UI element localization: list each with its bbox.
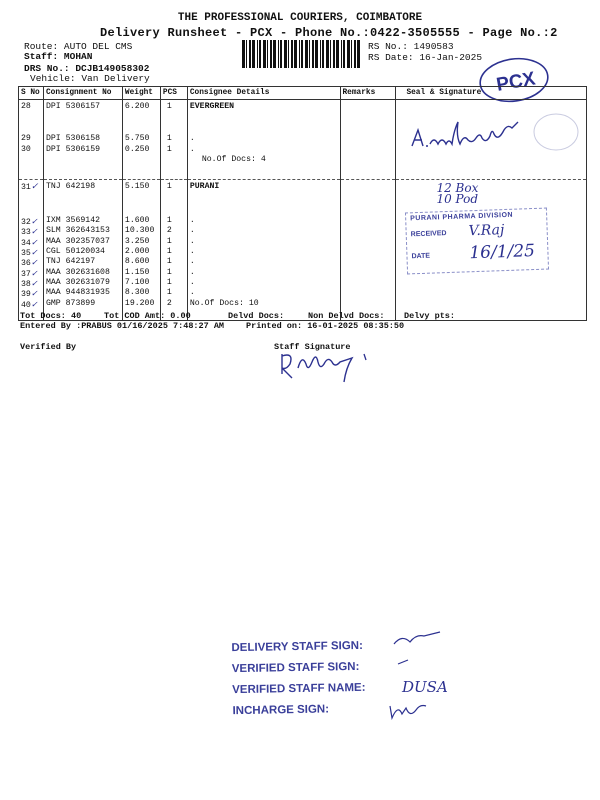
barcode-bar: [278, 40, 279, 68]
stamp-handwriting: [380, 630, 540, 726]
tick-icon: ✓: [30, 257, 38, 268]
docs-count-group2: No.Of Docs: 10: [189, 298, 259, 308]
weight-32: 1.600: [124, 216, 150, 226]
sno-36-text: 36: [21, 259, 31, 269]
sno-39: [21, 288, 41, 298]
weight-30: 0.250: [124, 144, 150, 154]
sno-35-text: 35: [21, 249, 31, 259]
bullet: .: [189, 226, 195, 236]
tick-icon: ✓: [30, 298, 38, 309]
pcs-33: 2: [166, 226, 172, 236]
sno-40-text: 40: [21, 300, 31, 310]
weight-31: 5.150: [124, 181, 150, 191]
group2-weight-cell: [122, 179, 160, 318]
barcode-bar: [309, 40, 310, 68]
tick-icon: ✓: [30, 216, 38, 227]
consignee-evergreen: EVERGREEN: [189, 102, 235, 111]
vehicle-value: Van Delivery: [81, 73, 150, 84]
box-note-line2: 10 Pod: [436, 191, 479, 206]
cons-32: IXM 3569142: [45, 216, 101, 226]
verified-staff-name: VERIFIED STAFF NAME:: [232, 681, 366, 697]
group1-weight-cell: [122, 100, 160, 180]
company-title: THE PROFESSIONAL COURIERS, COIMBATORE: [177, 12, 423, 24]
barcode: [240, 40, 360, 70]
barcode-bar: [299, 40, 300, 68]
pcs-32: 1: [166, 216, 172, 226]
col-weight: Weight: [122, 87, 160, 100]
cons-34: MAA 302357037: [45, 236, 110, 246]
cons-37: MAA 302631608: [45, 267, 110, 277]
staff-label: Staff:: [24, 51, 59, 62]
tick-icon: ✓: [30, 247, 38, 258]
cons-30: DPI 5306159: [45, 144, 101, 154]
printed-on: Printed on: 16-01-2025 08:35:50: [246, 321, 405, 331]
pcs-38: 1: [166, 277, 172, 287]
barcode-bar: [341, 40, 342, 68]
group2-remarks-cell: [340, 179, 396, 318]
staff-value: MOHAN: [63, 51, 93, 62]
sno-34-text: 34: [21, 238, 31, 248]
cons-28: DPI 5306157: [45, 102, 101, 111]
group2-sno-cell: [19, 179, 44, 318]
cons-35: CGL 50120034: [45, 247, 105, 257]
sno-36: [21, 257, 41, 267]
signature-muthupaul: [396, 100, 582, 166]
runsheet-table: [18, 86, 587, 321]
delvd-docs: Delvd Docs:: [228, 311, 285, 321]
bullet: .: [189, 247, 195, 257]
pcs-30: 1: [166, 144, 172, 154]
cons-40: GMP 873899: [45, 298, 96, 308]
barcode-bar: [257, 40, 258, 68]
barcode-bar: [312, 40, 314, 68]
tick-icon: ✓: [30, 226, 38, 237]
cons-29: DPI 5306158: [45, 134, 101, 144]
cons-39: MAA 944831935: [45, 288, 110, 298]
pcs-28: 1: [166, 102, 172, 111]
barcode-bar: [288, 40, 289, 68]
bullet: .: [189, 134, 195, 144]
sno-33-text: 33: [21, 228, 31, 238]
delivery-stamp-block: [231, 636, 366, 722]
route-label: Route:: [24, 41, 59, 52]
barcode-bar: [347, 40, 350, 68]
sno-37-text: 37: [21, 269, 31, 279]
barcode-bar: [301, 40, 303, 68]
weight-39: 8.300: [124, 288, 150, 298]
barcode-bar: [305, 40, 308, 68]
weight-38: 7.100: [124, 277, 150, 287]
rs-no-line: [368, 41, 454, 52]
sno-32: [21, 216, 41, 226]
staff-signature-label: Staff Signature: [274, 342, 351, 352]
table-header-row: [19, 87, 587, 100]
stamp-date-label: DATE: [411, 252, 431, 261]
rs-date-line: [368, 52, 482, 63]
barcode-bar: [343, 40, 345, 68]
stamp-name-value: DUSA: [402, 678, 448, 696]
table-group-purani: [19, 179, 587, 318]
barcode-bar: [252, 40, 255, 68]
col-consignee: Consignee Details: [187, 87, 340, 100]
tick-icon: ✓: [30, 267, 38, 278]
pcs-29: 1: [166, 134, 172, 144]
weight-35: 2.000: [124, 247, 150, 257]
cons-31: TNJ 642198: [45, 181, 96, 191]
col-pcs: PCS: [160, 87, 187, 100]
tick-icon: ✓: [30, 277, 38, 288]
barcode-bar: [315, 40, 318, 68]
barcode-bar: [326, 40, 329, 68]
pcs-39: 1: [166, 288, 172, 298]
weight-28: 6.200: [124, 102, 150, 111]
cons-36: TNJ 642197: [45, 257, 96, 267]
bullet: .: [189, 267, 195, 277]
vehicle-line: [30, 73, 150, 84]
tot-docs: Tot Docs: 40: [20, 311, 82, 321]
barcode-bar: [354, 40, 356, 68]
sno-29: 29: [21, 134, 31, 144]
bullet: .: [189, 216, 195, 226]
cons-38: MAA 302631079: [45, 277, 110, 287]
docs-count-group1: No.Of Docs: 4: [201, 154, 266, 164]
barcode-bar: [333, 40, 335, 68]
vehicle-label: Vehicle:: [30, 73, 76, 84]
sno-40: [21, 299, 41, 309]
weight-37: 1.150: [124, 267, 150, 277]
sno-38-text: 38: [21, 279, 31, 289]
col-sno: S No: [19, 87, 44, 100]
barcode-bar: [330, 40, 331, 68]
weight-29: 5.750: [124, 134, 150, 144]
sno-37: [21, 268, 41, 278]
barcode-bar: [336, 40, 339, 68]
received-stamp: [405, 207, 549, 274]
rs-date-value: 16-Jan-2025: [419, 52, 483, 63]
group1-seal-cell: [396, 100, 587, 180]
bullet: .: [189, 144, 195, 154]
drs-value: DCJB149058302: [75, 63, 150, 74]
barcode-bar: [249, 40, 251, 68]
barcode-bar: [357, 40, 360, 68]
pcx-stamp-text: PCX: [494, 68, 538, 96]
tick-icon: ✓: [30, 288, 38, 299]
bullet: .: [189, 288, 195, 298]
tick-icon: ✓: [30, 236, 38, 247]
barcode-bar: [351, 40, 352, 68]
weight-36: 8.600: [124, 257, 150, 267]
bullet: .: [189, 257, 195, 267]
stamp-received-label: RECEIVED: [411, 229, 448, 239]
delvy-pts: Delvy pts:: [404, 311, 456, 321]
non-delvd-docs: Non Delvd Docs:: [308, 311, 385, 321]
rs-date-label: RS Date:: [368, 52, 414, 63]
sno-34: [21, 237, 41, 247]
stamp-received-value: V.Raj: [468, 221, 506, 240]
stamp-date-value: 16/1/25: [469, 240, 536, 264]
incharge-sign: INCHARGE SIGN:: [232, 703, 330, 718]
box-note: [436, 180, 479, 206]
barcode-bar: [284, 40, 287, 68]
group2-consignee-cell: [187, 179, 340, 318]
barcode-bar: [322, 40, 324, 68]
sno-38: [21, 278, 41, 288]
sno-28: 28: [21, 102, 31, 111]
sno-31: [21, 182, 41, 192]
group2-seal-cell: [396, 179, 587, 318]
verified-staff-sign: VERIFIED STAFF SIGN:: [231, 660, 360, 676]
pcs-35: 1: [166, 247, 172, 257]
bullet: .: [189, 236, 195, 246]
barcode-bar: [273, 40, 276, 68]
pcs-31: 1: [166, 181, 172, 191]
rs-no-label: RS No.:: [368, 41, 408, 52]
sno-30: 30: [21, 144, 31, 154]
route-value: AUTO DEL CMS: [63, 41, 133, 52]
group1-remarks-cell: [340, 100, 396, 180]
group2-pcs-cell: [160, 179, 187, 318]
box-note-line1: 12 Box: [436, 180, 479, 195]
pcs-36: 1: [166, 257, 172, 267]
pcs-34: 1: [166, 236, 172, 246]
staff-line: [24, 51, 92, 62]
pcs-37: 1: [166, 267, 172, 277]
verified-by: Verified By: [20, 342, 77, 352]
barcode-bar: [263, 40, 266, 68]
cons-33: SLM 362643153: [45, 226, 110, 236]
group1-sno-cell: [19, 100, 44, 180]
stamp-company: PURANI PHARMA DIVISION: [410, 211, 514, 223]
barcode-bar: [280, 40, 282, 68]
col-remarks: Remarks: [340, 87, 396, 100]
group1-consignee-cell: [187, 100, 340, 180]
col-consignment: Consignment No: [43, 87, 122, 100]
table-group-evergreen: [19, 100, 587, 180]
group1-pcs-cell: [160, 100, 187, 180]
barcode-bar: [259, 40, 261, 68]
delivery-staff-sign: DELIVERY STAFF SIGN:: [231, 639, 363, 655]
barcode-bar: [267, 40, 268, 68]
sno-31-text: 31: [21, 182, 31, 192]
runsheet-subtitle: Delivery Runsheet - PCX - Phone No.:0422-3505555 - Page No.:2: [100, 26, 558, 40]
barcode-bar: [291, 40, 293, 68]
rs-no-value: 1490583: [413, 41, 454, 52]
pcs-40: 2: [166, 298, 172, 308]
barcode-bar: [270, 40, 272, 68]
sno-32-text: 32: [21, 218, 31, 228]
tick-icon: ✓: [30, 181, 39, 192]
drs-label: DRS No.:: [24, 63, 70, 74]
weight-33: 10.300: [124, 226, 155, 236]
barcode-bar: [294, 40, 297, 68]
sno-33: [21, 226, 41, 236]
entered-by: Entered By :PRABUS 01/16/2025 7:48:27 AM: [20, 321, 225, 331]
staff-signature: [276, 348, 386, 384]
weight-40: 19.200: [124, 298, 155, 308]
group2-cons-cell: [43, 179, 122, 318]
barcode-bar: [246, 40, 247, 68]
weight-34: 3.250: [124, 236, 150, 246]
col-seal: Seal & Signature: [396, 87, 587, 100]
sno-35: [21, 247, 41, 257]
group1-cons-cell: [43, 100, 122, 180]
bullet: .: [189, 277, 195, 287]
barcode-bar: [320, 40, 321, 68]
barcode-bar: [242, 40, 245, 68]
tot-cod: Tot COD Amt: 0.00: [104, 311, 191, 321]
consignee-purani: PURANI: [189, 181, 220, 191]
sno-39-text: 39: [21, 290, 31, 300]
